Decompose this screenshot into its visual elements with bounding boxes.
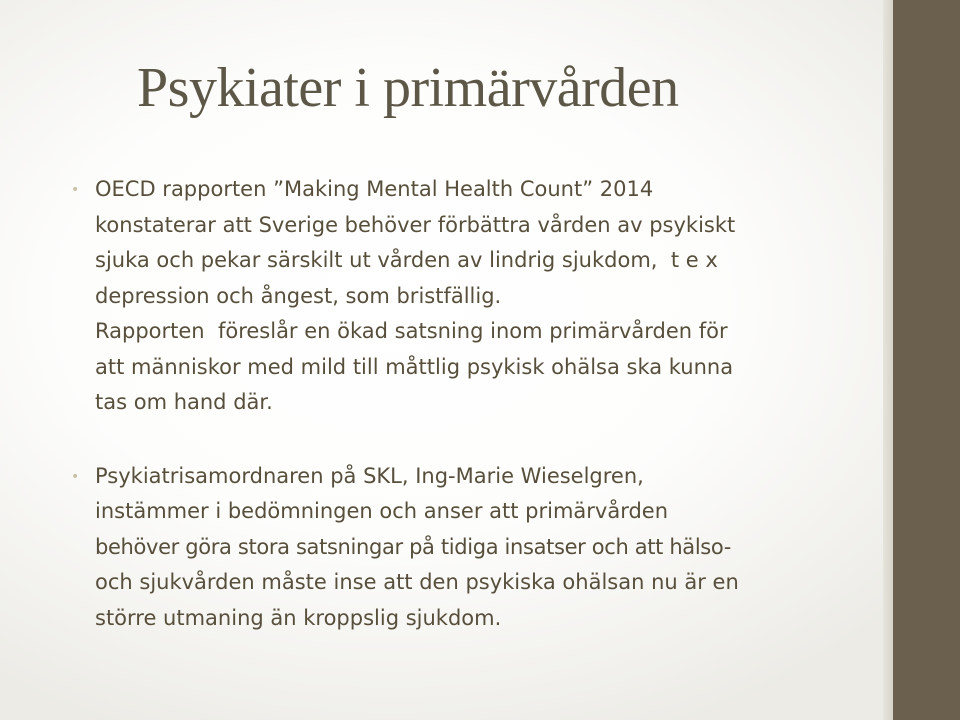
slide-title: Psykiater i primärvården [137,57,679,119]
sidebar-band [893,0,960,720]
bullet-text-line: depression och ångest, som bristfällig. [95,283,502,308]
bullet-text-line: sjuka och pekar särskilt ut vården av lindrig sjukdom, t e x [95,248,718,272]
bullet-text-line: konstaterar att Sverige behöver förbättra vården av psykiskt [95,212,736,237]
bullet-dot-icon: • [71,182,80,198]
sidebar-accent-stripe [883,0,893,720]
bullet-text-line: tas om hand där. [95,390,273,414]
bullet-text-line: att människor med mild till måttlig psykisk ohälsa ska kunna [95,354,734,379]
bullet-text-line: större utmaning än kroppslig sjukdom. [95,605,502,630]
bullet-text-line: Psykiatrisamordnaren på SKL, Ing-Marie Wieselgren, [95,463,644,488]
bullet-list [68,172,828,636]
bullet-item-oecd-report [68,172,828,421]
bullet-text-line: behöver göra stora satsningar på tidiga insatser och att hälso- [95,534,732,559]
bullet-text-line: och sjukvården måste inse att den psykiska ohälsan nu är en [95,570,739,594]
bullet-text-line: OECD rapporten ”Making Mental Health Count” 2014 [95,177,654,201]
bullet-dot-icon: • [71,468,80,485]
bullet-text-line: Rapporten föreslår en ökad satsning inom primärvården för [95,319,728,343]
bullet-text-line: instämmer i bedömningen och anser att primärvården [95,499,669,523]
bullet-item-skl-coordinator [68,459,828,637]
